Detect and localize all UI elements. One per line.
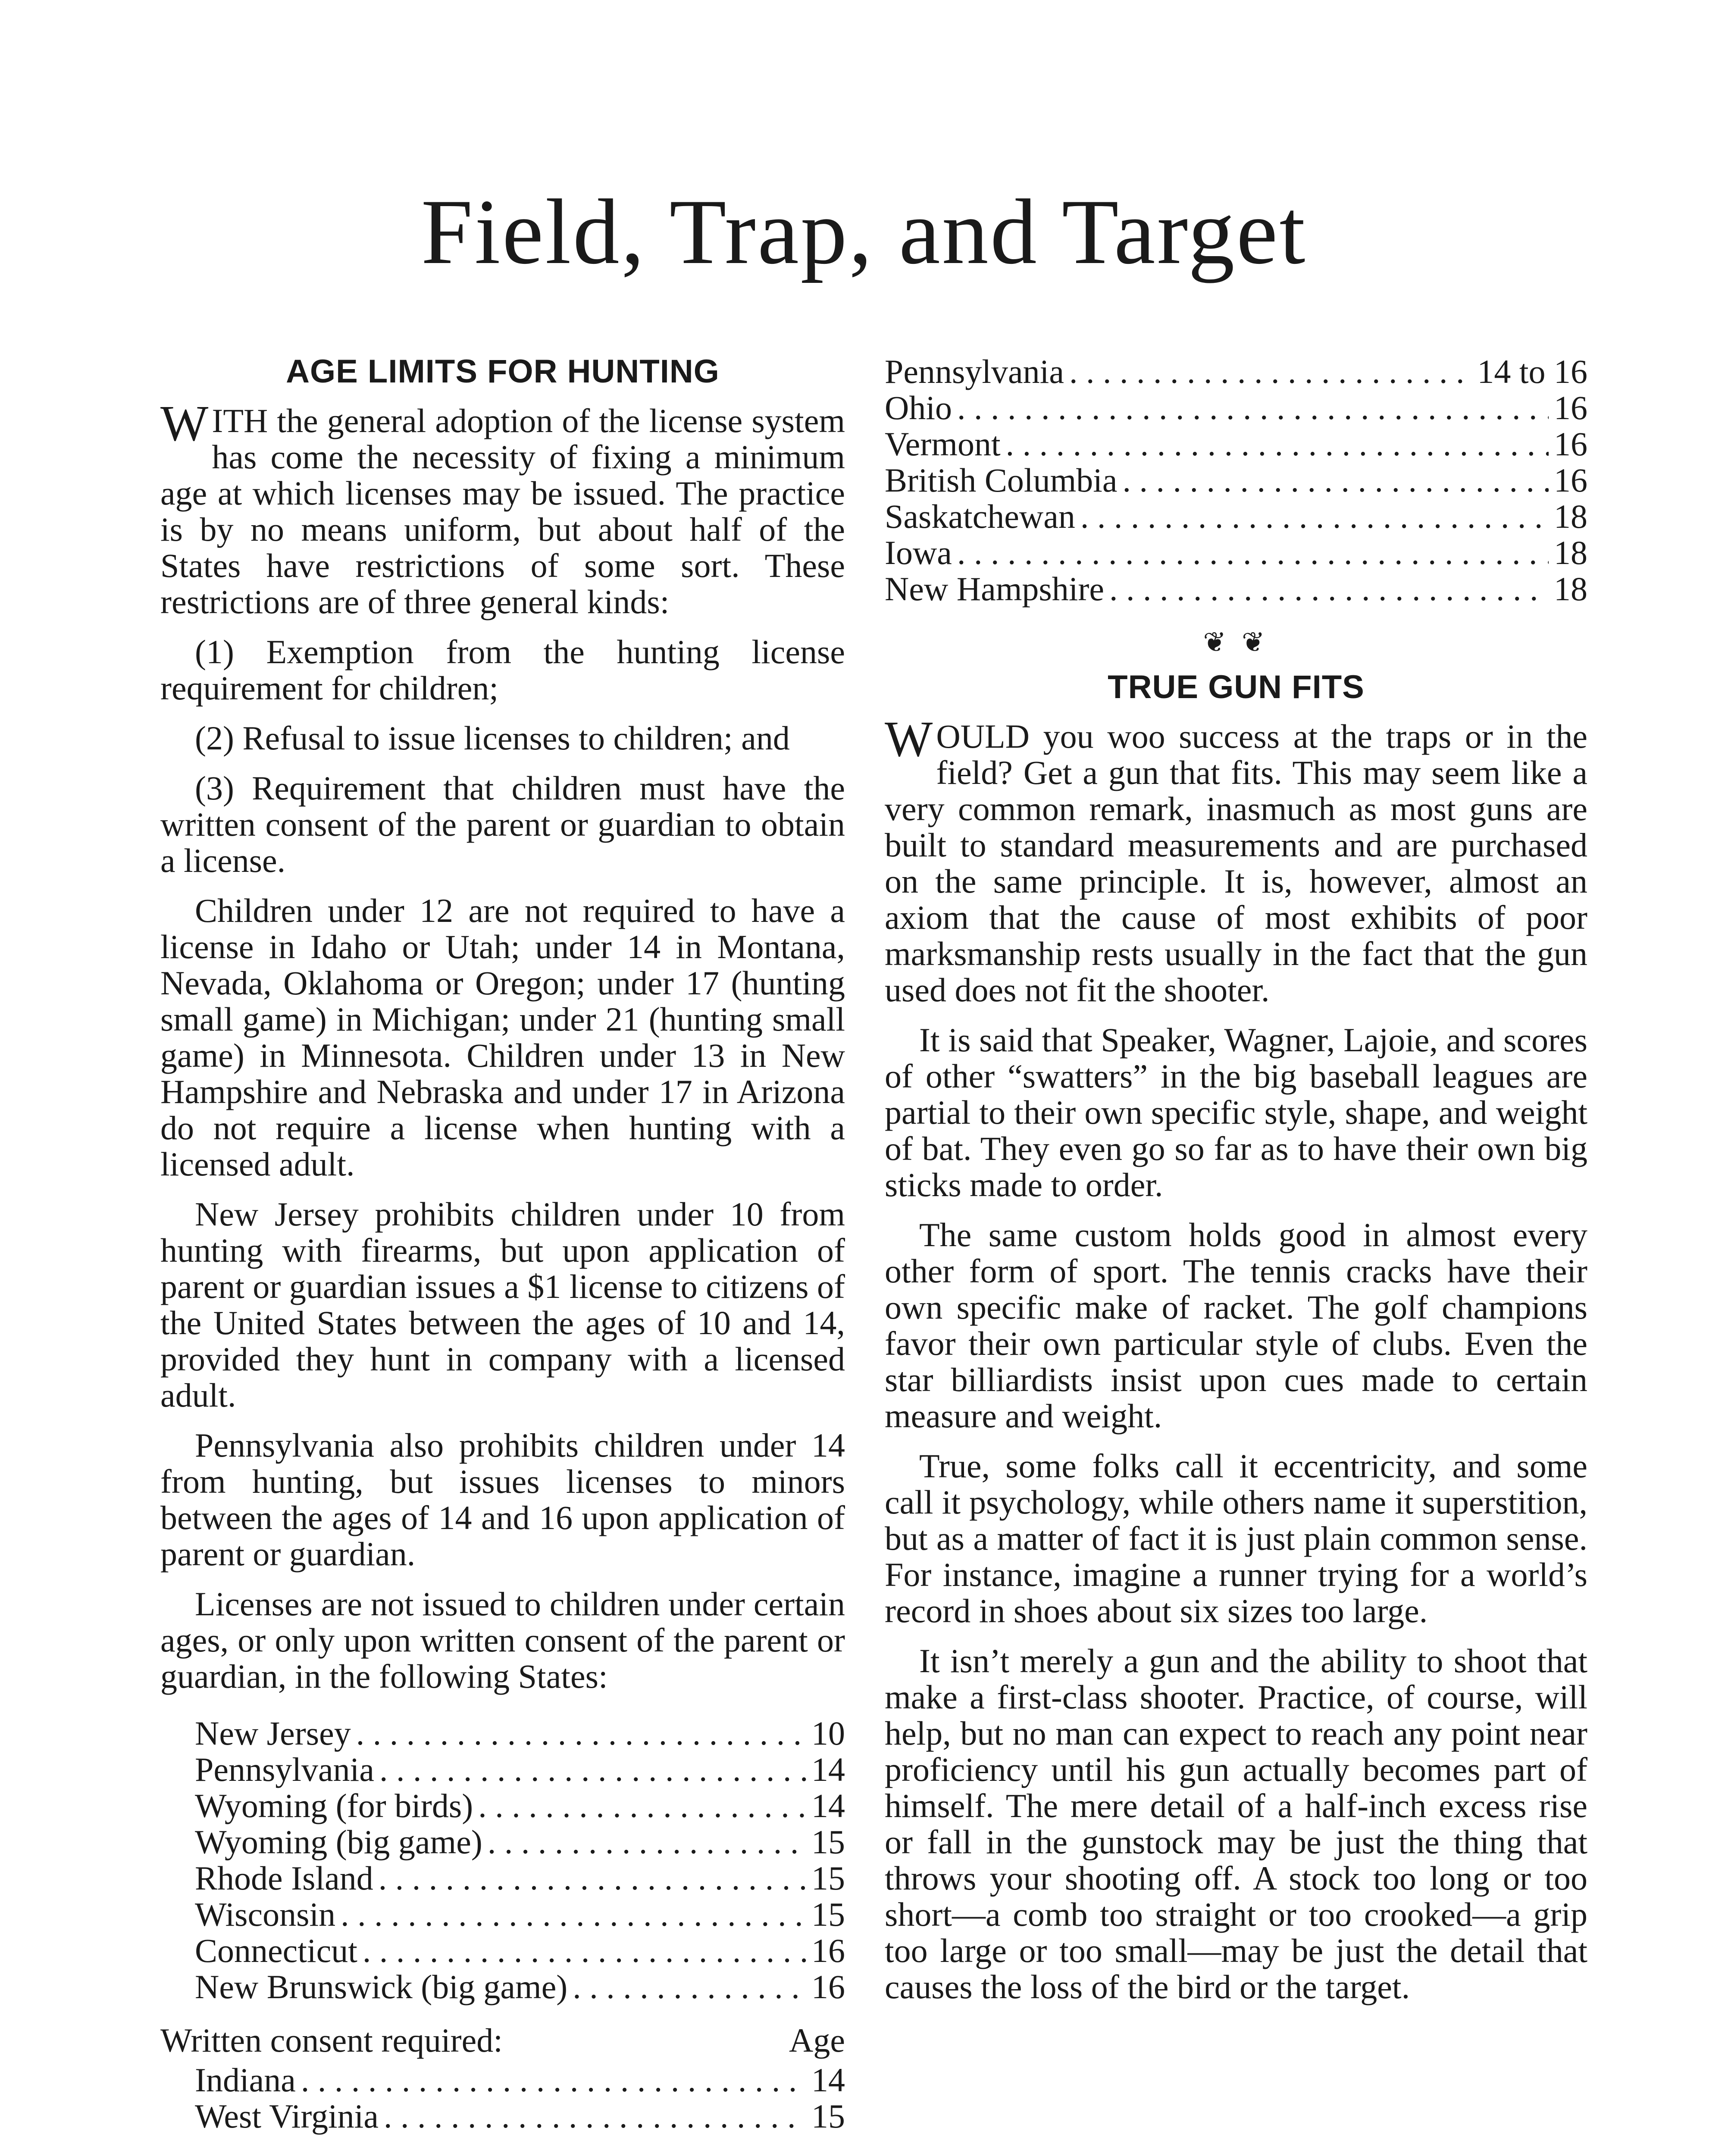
left-column xyxy=(160,354,845,2152)
page-title: Field, Trap, and Target xyxy=(421,180,1307,283)
list-row: New Hampshire . . . 18 xyxy=(885,571,1587,607)
intro-paragraph: WOULD you woo success at the traps or in the field? Get a gun that fits. This may seem like a very common remark, inasmuch as most guns are built to standard measurements and are purchased on the same principle. It is, however, almost an axiom that the cause of most exhibits of poor marksmanship rests usually in the fact that the gun used does not fit the shooter. xyxy=(885,711,1587,1009)
paragraph-practice: It isn’t merely a gun and the ability to shoot that make a first-class shooter. Practice, of course, will help, but no man can expect to reach any point near proficiency until his gun actually becomes part of himself. The mere detail of a half-inch excess rise or fall in the gunstock may be just the thing that throws your shooting off. A stock too long or too short—a comb too straight or too crooked—a grip too large or too small—may be just the detail that causes the loss of the bird or the target. xyxy=(885,1642,1587,2006)
intro-paragraph: WITH the general adoption of the license system has come the necessity of fixing a minimum age at which licenses may be issued. The practice is by no means uniform, but about half of the States have restrictions of some sort. These restrictions are of three general kinds: xyxy=(160,395,845,620)
list-row: Indiana . . . 14 xyxy=(160,2062,845,2098)
list-row: Pennsylvania . . . 14 to 16 xyxy=(885,354,1587,390)
list-row: Ohio . . . 16 xyxy=(885,390,1587,426)
list-row: West Virginia . . . 15 xyxy=(160,2098,845,2134)
section-divider-ornament: ❦ ❦ xyxy=(1203,627,1269,658)
list-row: Vermont . . . 16 xyxy=(885,426,1587,462)
paragraph-common-sense: True, some folks call it eccentricity, and some call it psychology, while others name it superstition, but as a matter of fact it is just plain common sense. For instance, imagine a runner trying for a world’s record in shoes about six sizes too large. xyxy=(885,1447,1587,1630)
list-row: Wyoming (big game) . . . 15 xyxy=(160,1824,845,1860)
list-row: Rhode Island . . . 15 xyxy=(160,1860,845,1896)
list-item-1: (1) Exemption from the hunting license requirement for children; xyxy=(160,633,845,707)
list-row: Wyoming (for birds) . . . 14 xyxy=(160,1788,845,1824)
list-item-2: (2) Refusal to issue licenses to children; and xyxy=(195,719,790,757)
list-row: Pennsylvania . . . 14 xyxy=(160,1752,845,1788)
age-header: Age xyxy=(789,2021,845,2059)
list-row: Connecticut . . . 16 xyxy=(160,1933,845,1969)
consent-label: Written consent required: xyxy=(160,2021,503,2059)
list-item-3: (3) Requirement that children must have the written consent of the parent or guardian to obtain a license. xyxy=(160,769,845,879)
section-heading-gun-fits: TRUE GUN FITS xyxy=(1108,669,1365,705)
list-row: British Columbia . . . 16 xyxy=(885,462,1587,498)
paragraph-pennsylvania: Pennsylvania also prohibits children under 14 from hunting, but issues licenses to minors between the ages of 14 and 16 upon application of parent or guardian. xyxy=(160,1426,845,1573)
consent-header xyxy=(160,2022,845,2059)
section-heading-age-limits: AGE LIMITS FOR HUNTING xyxy=(286,353,720,390)
right-column xyxy=(885,354,1587,2019)
paragraph-exemptions: Children under 12 are not required to have a license in Idaho or Utah; under 14 in Montana, Nevada, Oklahoma or Oregon; under 17 (hunting small game) in Michigan; under 21 (hunting small game) in Minnesota. Children under 13 in New Hampshire and Nebraska and under 17 in Arizona do not require a license when hunting with a licensed adult. xyxy=(160,892,845,1183)
list-row: Wisconsin . . . 15 xyxy=(160,1896,845,1933)
list-row: Saskatchewan . . . 18 xyxy=(885,498,1587,535)
list-row: Iowa . . . 18 xyxy=(885,535,1587,571)
paragraph-baseball: It is said that Speaker, Wagner, Lajoie, and scores of other “swatters” in the big baseball leagues are partial to their own specific style, shape, and weight of bat. They even go so far as to have their own big sticks made to order. xyxy=(885,1021,1587,1203)
states-age-list xyxy=(160,1715,845,2005)
drop-cap: W xyxy=(885,711,933,767)
list-row: New Jersey . . . 10 xyxy=(160,1715,845,1752)
consent-list-continued xyxy=(885,354,1587,607)
consent-list xyxy=(160,2062,845,2134)
list-row: New Brunswick (big game) . . . 16 xyxy=(160,1969,845,2005)
drop-cap: W xyxy=(160,395,209,451)
paragraph-custom: The same custom holds good in almost every other form of sport. The tennis cracks have their own specific make of racket. The golf champions favor their own particular style of clubs. Even the star billiardists insist upon cues made to certain measure and weight. xyxy=(885,1216,1587,1435)
paragraph-new-jersey: New Jersey prohibits children under 10 from hunting with firearms, but upon application of parent or guardian issues a $1 license to citizens of the United States between the ages of 10 and 14, provided they hunt in company with a licensed adult. xyxy=(160,1195,845,1414)
paragraph-licenses: Licenses are not issued to children under certain ages, or only upon written consent of the parent or guardian, in the following States: xyxy=(160,1585,845,1695)
